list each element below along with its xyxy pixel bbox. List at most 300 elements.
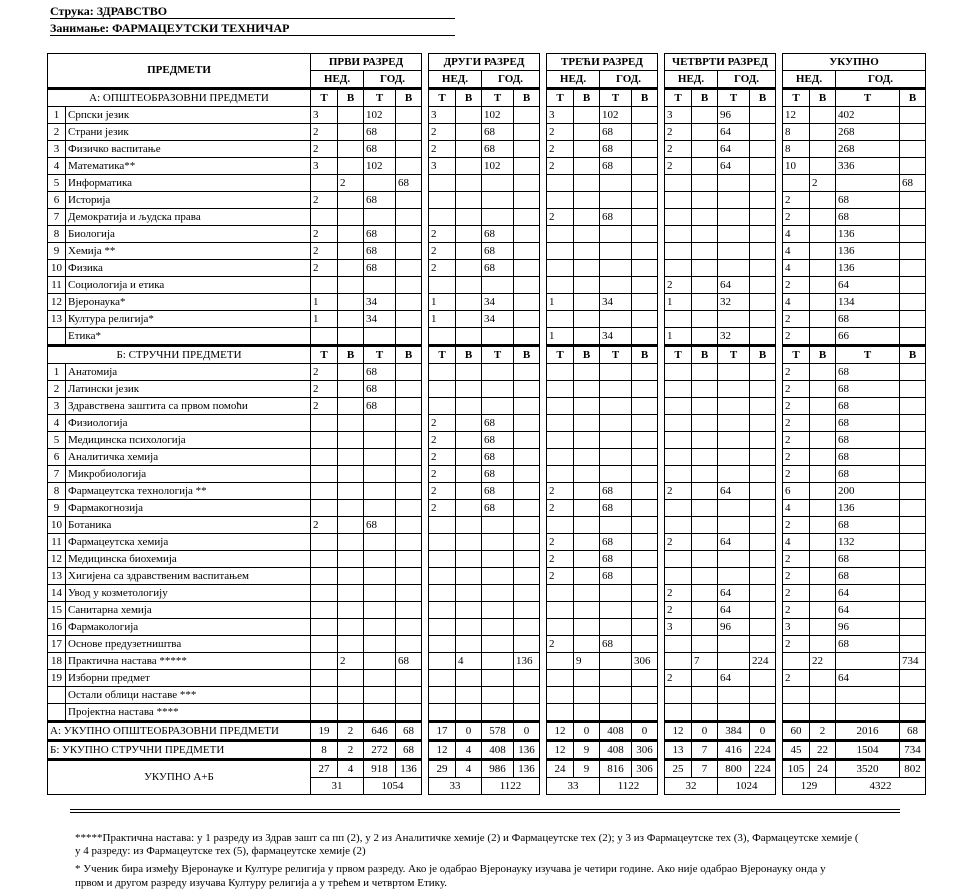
hours-cell: 4 bbox=[783, 243, 810, 260]
hours-cell bbox=[900, 432, 926, 449]
hours-cell: 4 bbox=[783, 500, 810, 517]
hours-cell bbox=[547, 243, 574, 260]
sum-ned: 31 bbox=[311, 778, 364, 795]
hours-cell bbox=[547, 602, 574, 619]
hours-cell bbox=[718, 311, 750, 328]
hours-cell: 3 bbox=[547, 107, 574, 124]
column-spacer bbox=[540, 54, 547, 71]
hours-cell bbox=[718, 398, 750, 415]
row-number: 1 bbox=[48, 364, 66, 381]
column-spacer bbox=[658, 89, 665, 107]
hours-cell bbox=[482, 670, 514, 687]
hours-cell bbox=[574, 364, 600, 381]
subject-name: Етика* bbox=[66, 328, 311, 346]
column-spacer bbox=[422, 381, 429, 398]
hours-cell bbox=[338, 500, 364, 517]
hours-cell: 2 bbox=[783, 466, 810, 483]
hours-cell: 68 bbox=[600, 551, 632, 568]
hours-cell: 68 bbox=[482, 124, 514, 141]
hours-cell bbox=[750, 398, 776, 415]
hours-cell: 1 bbox=[665, 328, 692, 346]
hours-cell bbox=[482, 704, 514, 722]
hours-cell bbox=[456, 449, 482, 466]
hours-cell bbox=[429, 585, 456, 602]
hours-cell: 3 bbox=[311, 107, 338, 124]
total-ab-row bbox=[48, 760, 926, 778]
column-spacer bbox=[540, 585, 547, 602]
hours-cell: 2 bbox=[429, 432, 456, 449]
column-spacer bbox=[658, 141, 665, 158]
hours-cell bbox=[429, 364, 456, 381]
v-header: В bbox=[338, 346, 364, 364]
hours-cell bbox=[665, 500, 692, 517]
hours-cell bbox=[456, 534, 482, 551]
v-header: В bbox=[810, 89, 836, 107]
hours-cell bbox=[665, 449, 692, 466]
total-cell: 17 bbox=[429, 722, 456, 741]
section-title: Б: СТРУЧНИ ПРЕДМЕТИ bbox=[48, 346, 311, 364]
t-header: Т bbox=[364, 346, 396, 364]
column-spacer bbox=[776, 687, 783, 704]
hours-cell: 2 bbox=[783, 364, 810, 381]
hours-cell bbox=[396, 243, 422, 260]
hours-cell: 2 bbox=[783, 636, 810, 653]
hours-cell: 1 bbox=[311, 311, 338, 328]
hours-cell bbox=[338, 483, 364, 500]
hours-cell bbox=[482, 687, 514, 704]
footnote-practical: *****Практична настава: у 1 разреду из Здрав зашт са пп (2), у 2 из Аналитичке хемије (2) и Фармацеутске тех (2); у 3 из Фармацеутске тех (3), Фармацеутске хемије ( bbox=[75, 832, 859, 844]
hours-cell bbox=[396, 398, 422, 415]
hours-cell bbox=[810, 260, 836, 277]
subject-name: Математика** bbox=[66, 158, 311, 175]
hours-cell bbox=[396, 158, 422, 175]
table-row bbox=[48, 209, 926, 226]
total-cell: 136 bbox=[396, 760, 422, 778]
hours-cell: 64 bbox=[836, 670, 900, 687]
hours-cell bbox=[456, 483, 482, 500]
god-header: ГОД. bbox=[600, 71, 658, 89]
hours-cell bbox=[429, 209, 456, 226]
column-spacer bbox=[776, 653, 783, 670]
column-spacer bbox=[776, 670, 783, 687]
subject-name: Практична настава ***** bbox=[66, 653, 311, 670]
hours-cell bbox=[750, 158, 776, 175]
hours-cell bbox=[338, 415, 364, 432]
footnote-religion-cont: првом и другом разреду изучава Културу религија а у трећем и четвртом Етику. bbox=[75, 877, 447, 889]
hours-cell bbox=[482, 602, 514, 619]
hours-cell bbox=[692, 158, 718, 175]
column-spacer bbox=[422, 277, 429, 294]
hours-cell bbox=[396, 500, 422, 517]
hours-cell bbox=[600, 226, 632, 243]
total-cell: 45 bbox=[783, 741, 810, 760]
hours-cell bbox=[574, 517, 600, 534]
hours-cell bbox=[547, 670, 574, 687]
table-row bbox=[48, 517, 926, 534]
hours-cell bbox=[396, 551, 422, 568]
column-spacer bbox=[658, 432, 665, 449]
column-spacer bbox=[776, 741, 783, 760]
hours-cell bbox=[665, 364, 692, 381]
hours-cell bbox=[456, 432, 482, 449]
hours-cell bbox=[810, 243, 836, 260]
hours-cell bbox=[311, 449, 338, 466]
column-spacer bbox=[540, 551, 547, 568]
hours-cell: 34 bbox=[600, 294, 632, 311]
hours-cell bbox=[600, 619, 632, 636]
hours-cell bbox=[574, 500, 600, 517]
table-row bbox=[48, 124, 926, 141]
column-spacer bbox=[776, 760, 783, 778]
t-header: Т bbox=[429, 346, 456, 364]
hours-cell bbox=[718, 653, 750, 670]
column-spacer bbox=[658, 551, 665, 568]
hours-cell: 2 bbox=[338, 653, 364, 670]
hours-cell bbox=[750, 415, 776, 432]
hours-cell: 2 bbox=[547, 483, 574, 500]
hours-cell bbox=[514, 277, 540, 294]
hours-cell: 2 bbox=[783, 449, 810, 466]
total-cell: 0 bbox=[750, 722, 776, 741]
subject-name: Физичко васпитање bbox=[66, 141, 311, 158]
hours-cell bbox=[810, 687, 836, 704]
hours-cell bbox=[338, 619, 364, 636]
row-number bbox=[48, 328, 66, 346]
hours-cell bbox=[810, 381, 836, 398]
hours-cell bbox=[574, 466, 600, 483]
v-header: В bbox=[900, 89, 926, 107]
subject-name: Хемија ** bbox=[66, 243, 311, 260]
hours-cell bbox=[692, 619, 718, 636]
total-cell: 12 bbox=[547, 722, 574, 741]
total-cell: 0 bbox=[632, 722, 658, 741]
hours-cell: 2 bbox=[783, 670, 810, 687]
column-spacer bbox=[540, 364, 547, 381]
column-spacer bbox=[540, 415, 547, 432]
table-row bbox=[48, 415, 926, 432]
column-spacer bbox=[540, 381, 547, 398]
hours-cell bbox=[338, 260, 364, 277]
hours-cell bbox=[718, 192, 750, 209]
hours-cell: 4 bbox=[783, 226, 810, 243]
column-spacer bbox=[658, 449, 665, 466]
hours-cell bbox=[396, 192, 422, 209]
hours-cell bbox=[429, 381, 456, 398]
hours-cell bbox=[692, 364, 718, 381]
hours-cell bbox=[456, 704, 482, 722]
hours-cell bbox=[364, 415, 396, 432]
t-header: Т bbox=[665, 89, 692, 107]
hours-cell bbox=[311, 534, 338, 551]
column-spacer bbox=[422, 89, 429, 107]
hours-cell: 268 bbox=[836, 124, 900, 141]
column-spacer bbox=[540, 534, 547, 551]
v-header: В bbox=[632, 89, 658, 107]
hours-cell: 2 bbox=[665, 585, 692, 602]
hours-cell bbox=[810, 466, 836, 483]
subject-name: Физиологија bbox=[66, 415, 311, 432]
table-row bbox=[48, 243, 926, 260]
hours-cell: 64 bbox=[718, 670, 750, 687]
hours-cell: 2 bbox=[665, 158, 692, 175]
hours-cell: 68 bbox=[600, 636, 632, 653]
hours-cell: 68 bbox=[836, 398, 900, 415]
row-number: 16 bbox=[48, 619, 66, 636]
hours-cell bbox=[338, 398, 364, 415]
hours-cell bbox=[600, 311, 632, 328]
hours-cell: 2 bbox=[665, 124, 692, 141]
hours-cell bbox=[900, 483, 926, 500]
hours-cell bbox=[514, 107, 540, 124]
table-row bbox=[48, 277, 926, 294]
hours-cell bbox=[574, 687, 600, 704]
hours-cell bbox=[456, 243, 482, 260]
t-header: Т bbox=[482, 346, 514, 364]
hours-cell bbox=[810, 432, 836, 449]
column-spacer bbox=[776, 483, 783, 500]
hours-cell: 402 bbox=[836, 107, 900, 124]
hours-cell bbox=[364, 602, 396, 619]
hours-cell: 2 bbox=[311, 243, 338, 260]
hours-cell bbox=[338, 364, 364, 381]
total-cell: 9 bbox=[574, 741, 600, 760]
hours-cell bbox=[311, 602, 338, 619]
hours-cell: 4 bbox=[456, 653, 482, 670]
hours-cell: 4 bbox=[783, 534, 810, 551]
hours-cell bbox=[900, 636, 926, 653]
hours-cell bbox=[514, 449, 540, 466]
table-row bbox=[48, 381, 926, 398]
hours-cell bbox=[456, 670, 482, 687]
hours-cell bbox=[364, 432, 396, 449]
column-spacer bbox=[658, 500, 665, 517]
total-cell: 68 bbox=[900, 722, 926, 741]
sum-ned: 32 bbox=[665, 778, 718, 795]
hours-cell: 96 bbox=[718, 107, 750, 124]
hours-cell: 68 bbox=[482, 415, 514, 432]
total-cell: 105 bbox=[783, 760, 810, 778]
hours-cell bbox=[364, 585, 396, 602]
t-header: Т bbox=[482, 89, 514, 107]
hours-cell bbox=[482, 619, 514, 636]
hours-cell bbox=[665, 398, 692, 415]
column-spacer bbox=[776, 364, 783, 381]
hours-cell bbox=[900, 670, 926, 687]
hours-cell: 68 bbox=[482, 449, 514, 466]
column-spacer bbox=[776, 311, 783, 328]
hours-cell bbox=[396, 209, 422, 226]
hours-cell: 3 bbox=[665, 107, 692, 124]
column-spacer bbox=[776, 636, 783, 653]
hours-cell: 2 bbox=[783, 381, 810, 398]
hours-cell bbox=[900, 517, 926, 534]
grade-header: ЧЕТВРТИ РАЗРЕД bbox=[665, 54, 776, 71]
hours-cell bbox=[514, 568, 540, 585]
column-spacer bbox=[658, 346, 665, 364]
total-cell: 416 bbox=[718, 741, 750, 760]
hours-cell bbox=[429, 687, 456, 704]
hours-cell bbox=[632, 517, 658, 534]
v-header: В bbox=[574, 89, 600, 107]
hours-cell: 68 bbox=[396, 653, 422, 670]
hours-cell: 68 bbox=[482, 500, 514, 517]
total-cell: 19 bbox=[311, 722, 338, 741]
hours-cell bbox=[338, 449, 364, 466]
column-spacer bbox=[422, 551, 429, 568]
total-cell: 802 bbox=[900, 760, 926, 778]
hours-cell bbox=[514, 243, 540, 260]
subject-name: Култура религија* bbox=[66, 311, 311, 328]
section-title: А: ОПШТЕОБРАЗОВНИ ПРЕДМЕТИ bbox=[48, 89, 311, 107]
total-cell: 734 bbox=[900, 741, 926, 760]
hours-cell: 22 bbox=[810, 653, 836, 670]
hours-cell bbox=[632, 141, 658, 158]
sum-god: 1122 bbox=[482, 778, 540, 795]
ned-header: НЕД. bbox=[783, 71, 836, 89]
hours-cell: 64 bbox=[718, 277, 750, 294]
hours-cell: 68 bbox=[600, 141, 632, 158]
hours-cell: 2 bbox=[783, 602, 810, 619]
v-header: В bbox=[514, 346, 540, 364]
hours-cell bbox=[900, 466, 926, 483]
hours-cell bbox=[311, 704, 338, 722]
hours-cell: 3 bbox=[783, 619, 810, 636]
ned-header: НЕД. bbox=[311, 71, 364, 89]
hours-cell: 2 bbox=[338, 175, 364, 192]
hours-cell: 200 bbox=[836, 483, 900, 500]
hours-cell bbox=[750, 534, 776, 551]
total-cell: 306 bbox=[632, 760, 658, 778]
hours-cell bbox=[456, 209, 482, 226]
sum-ned: 33 bbox=[547, 778, 600, 795]
hours-cell bbox=[600, 432, 632, 449]
hours-cell bbox=[718, 551, 750, 568]
row-number: 12 bbox=[48, 294, 66, 311]
hours-cell: 1 bbox=[429, 311, 456, 328]
total-cell: 306 bbox=[632, 741, 658, 760]
hours-cell: 2 bbox=[429, 449, 456, 466]
hours-cell bbox=[482, 568, 514, 585]
hours-cell: 2 bbox=[665, 141, 692, 158]
hours-cell bbox=[514, 670, 540, 687]
total-cell: 272 bbox=[364, 741, 396, 760]
hours-cell: 32 bbox=[718, 328, 750, 346]
column-spacer bbox=[658, 158, 665, 175]
v-header: В bbox=[514, 89, 540, 107]
hours-cell bbox=[632, 619, 658, 636]
hours-cell bbox=[338, 517, 364, 534]
hours-cell bbox=[750, 517, 776, 534]
hours-cell bbox=[574, 381, 600, 398]
v-header: В bbox=[692, 89, 718, 107]
hours-cell bbox=[692, 192, 718, 209]
hours-cell bbox=[482, 653, 514, 670]
table-row bbox=[48, 636, 926, 653]
t-header: Т bbox=[836, 89, 900, 107]
subject-name: Микробиологија bbox=[66, 466, 311, 483]
hours-cell: 2 bbox=[547, 636, 574, 653]
hours-cell: 34 bbox=[600, 328, 632, 346]
hours-cell bbox=[750, 226, 776, 243]
column-spacer bbox=[776, 398, 783, 415]
hours-cell bbox=[718, 449, 750, 466]
hours-cell: 9 bbox=[574, 653, 600, 670]
column-spacer bbox=[422, 432, 429, 449]
hours-cell bbox=[456, 687, 482, 704]
hours-cell bbox=[574, 294, 600, 311]
hours-cell bbox=[750, 466, 776, 483]
hours-cell: 4 bbox=[783, 294, 810, 311]
hours-cell bbox=[574, 192, 600, 209]
column-spacer bbox=[540, 175, 547, 192]
hours-cell bbox=[632, 432, 658, 449]
hours-cell bbox=[665, 381, 692, 398]
hours-cell bbox=[338, 670, 364, 687]
total-cell: 9 bbox=[574, 760, 600, 778]
hours-cell bbox=[632, 124, 658, 141]
hours-cell bbox=[665, 517, 692, 534]
hours-cell bbox=[632, 534, 658, 551]
hours-cell bbox=[600, 704, 632, 722]
hours-cell bbox=[574, 585, 600, 602]
hours-cell bbox=[456, 551, 482, 568]
hours-cell bbox=[456, 585, 482, 602]
hours-cell bbox=[396, 466, 422, 483]
hours-cell bbox=[396, 432, 422, 449]
hours-cell bbox=[574, 670, 600, 687]
column-spacer bbox=[422, 585, 429, 602]
hours-cell: 102 bbox=[364, 107, 396, 124]
hours-cell bbox=[810, 277, 836, 294]
column-spacer bbox=[422, 175, 429, 192]
column-spacer bbox=[540, 449, 547, 466]
hours-cell bbox=[429, 636, 456, 653]
hours-cell: 68 bbox=[836, 192, 900, 209]
hours-cell bbox=[810, 192, 836, 209]
hours-cell bbox=[429, 534, 456, 551]
total-cell: 12 bbox=[665, 722, 692, 741]
column-spacer bbox=[540, 704, 547, 722]
subject-name: Вјеронаука* bbox=[66, 294, 311, 311]
hours-cell bbox=[665, 687, 692, 704]
hours-cell: 132 bbox=[836, 534, 900, 551]
table-row bbox=[48, 311, 926, 328]
hours-cell bbox=[900, 364, 926, 381]
column-spacer bbox=[540, 760, 547, 778]
column-spacer bbox=[776, 551, 783, 568]
hours-cell bbox=[456, 192, 482, 209]
hours-cell bbox=[364, 209, 396, 226]
hours-cell bbox=[900, 141, 926, 158]
subject-name: Биологија bbox=[66, 226, 311, 243]
column-spacer bbox=[540, 619, 547, 636]
subject-name: Здравствена заштита са првом помоћи bbox=[66, 398, 311, 415]
column-spacer bbox=[776, 432, 783, 449]
column-spacer bbox=[422, 311, 429, 328]
hours-cell bbox=[632, 192, 658, 209]
hours-cell bbox=[338, 124, 364, 141]
hours-cell bbox=[338, 704, 364, 722]
column-spacer bbox=[422, 500, 429, 517]
hours-cell bbox=[311, 175, 338, 192]
hours-cell bbox=[900, 568, 926, 585]
hours-cell bbox=[665, 653, 692, 670]
table-row bbox=[48, 175, 926, 192]
hours-cell bbox=[750, 619, 776, 636]
hours-cell bbox=[338, 636, 364, 653]
hours-cell bbox=[750, 636, 776, 653]
column-spacer bbox=[658, 778, 665, 795]
